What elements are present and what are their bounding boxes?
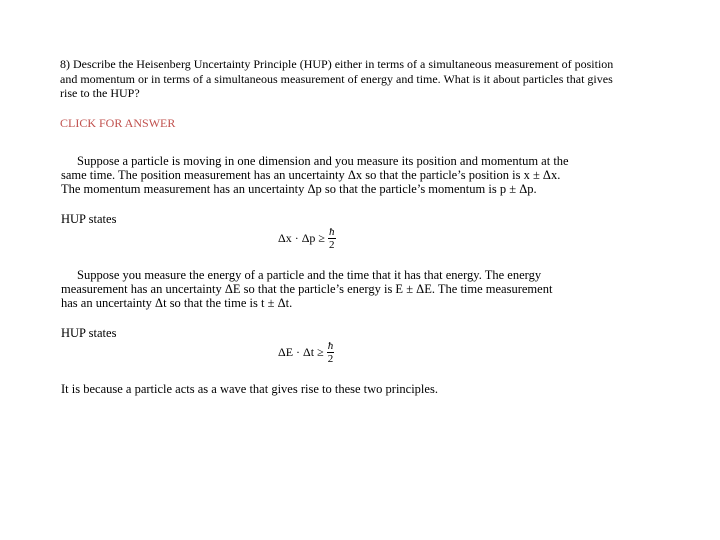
fraction-denominator: 2 [327,353,334,365]
hup-label: HUP states [61,326,117,340]
answer-paragraph-energy-time [61,268,552,311]
equation-energy-time [278,340,334,365]
fraction-hbar-over-2 [327,340,335,365]
click-for-answer-link[interactable]: CLICK FOR ANSWER [60,116,176,130]
answer-paragraph-position-momentum [61,154,569,197]
hup-label: HUP states [61,212,117,226]
fraction-numerator: ħ [327,340,334,352]
fraction-hbar-over-2 [328,226,336,251]
fraction-denominator: 2 [329,239,335,251]
equation-position-momentum [278,226,336,251]
answer-conclusion: It is because a particle acts as a wave that gives rise to these two principles. [61,382,438,396]
equation-lhs: ΔE · Δt ≥ [278,345,324,359]
answer-line: Suppose a particle is moving in one dimension and you measure its position and momentum at the [77,154,569,168]
answer-line: Suppose you measure the energy of a particle and the time that it has that energy. The energy [77,268,542,282]
answer-line: The momentum measurement has an uncertainty Δp so that the particle’s momentum is p ± Δp. [61,182,537,197]
fraction-numerator: ħ [329,226,335,238]
answer-line: measurement has an uncertainty ΔE so that the particle’s energy is E ± ΔE. The time measurement [61,282,553,297]
equation-lhs: Δx · Δp ≥ [278,231,326,245]
answer-line: same time. The position measurement has an uncertainty Δx so that the particle’s position is x ± Δx. [61,168,561,183]
question-text: 8) Describe the Heisenberg Uncertainty Principle (HUP) either in terms of a simultaneous measurement of position and momentum or in terms of a simultaneous measurement of energy and time. What is it about particles that gives rise to the HUP? [60,57,614,100]
answer-line: has an uncertainty Δt so that the time is t ± Δt. [61,296,293,311]
